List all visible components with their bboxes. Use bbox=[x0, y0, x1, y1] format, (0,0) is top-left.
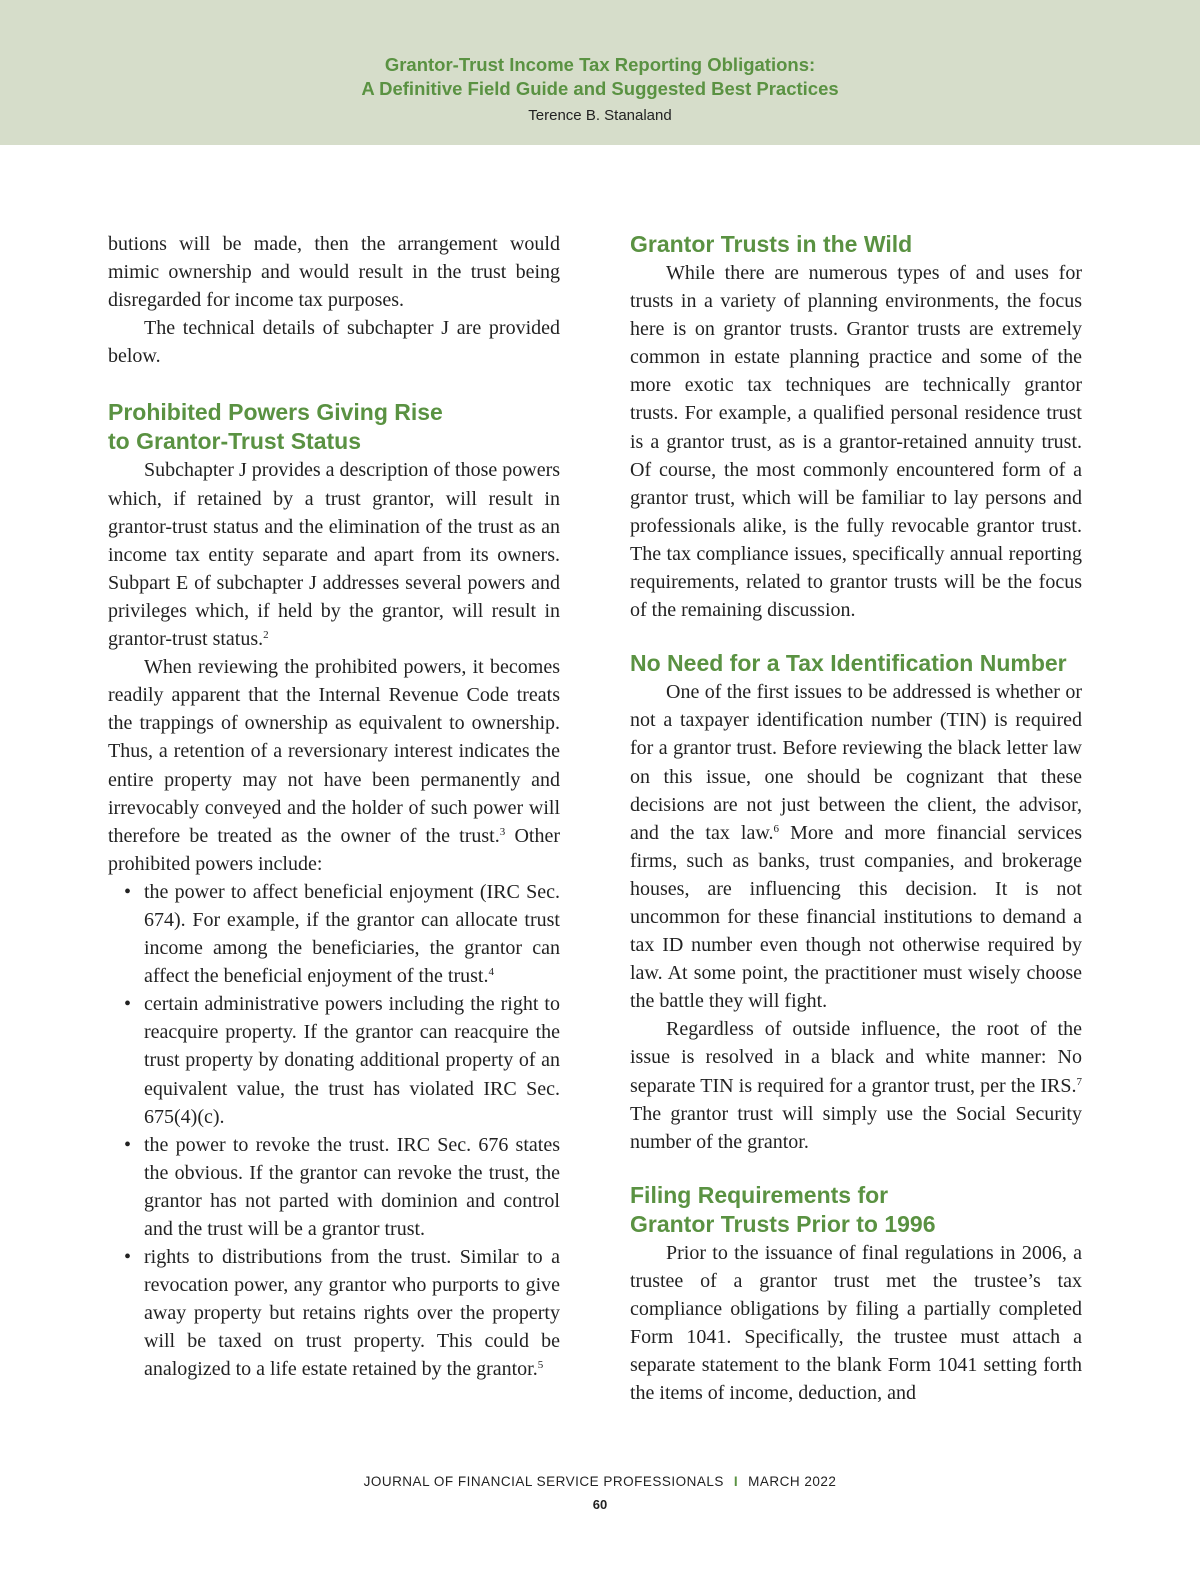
footer-separator: I bbox=[733, 1474, 739, 1489]
paragraph-text: Regardless of outside influence, the root of the issue is resolved in a black and white manner: No separate TIN is required for a grantor trust, per the IRS. bbox=[630, 1018, 1082, 1097]
issue-date: MARCH 2022 bbox=[748, 1474, 837, 1489]
list-item-text: certain administrative powers including the right to reacquire property. If the grantor can reacquire the trust property by donating additional property of an equivalent value, the trust has violated IRC Sec. 675(4)(c). bbox=[144, 993, 560, 1128]
paragraph-text: When reviewing the prohibited powers, it becomes readily apparent that the Internal Revenue Code treats the trappings of ownership as equivalent to ownership. Thus, a retention of a reversionary interest indicates the entire property may not have been permanently and irrevocably conveyed and the holder of such power will therefore be treated as the owner of the trust. bbox=[108, 656, 560, 847]
list-item-text: the power to affect beneficial enjoyment (IRC Sec. 674). For example, if the grantor can allocate trust income among the beneficiaries, the grantor can affect the beneficial enjoyment of the trust. bbox=[144, 880, 560, 988]
paragraph-text: One of the first issues to be addressed is whether or not a taxpayer identification number (TIN) is required for a grantor trust. Before reviewing the black letter law on this issue, one should be cognizant that these decisions are not just between the client, the advisor, and the tax law. bbox=[630, 681, 1082, 844]
paragraph-intro: butions will be made, then the arrangement would mimic ownership and would result in the trust being disregarded for income tax purposes. bbox=[108, 233, 560, 312]
paragraph-tin-1 bbox=[630, 678, 1082, 1015]
paragraph-tin-2 bbox=[630, 1015, 1082, 1155]
article-author: Terence B. Stanaland bbox=[528, 107, 672, 124]
footnote-ref-3: 3 bbox=[499, 825, 506, 838]
heading-line-1: Filing Requirements for bbox=[630, 1181, 889, 1208]
section-heading-filing-requirements bbox=[630, 1181, 1082, 1239]
paragraph-text-tail: The grantor trust will simply use the Social Security number of the grantor. bbox=[630, 1102, 1082, 1153]
bullet-icon: • bbox=[124, 880, 132, 903]
prohibited-powers-list bbox=[108, 878, 560, 1384]
footnote-ref-6: 6 bbox=[773, 822, 780, 835]
journal-name: JOURNAL OF FINANCIAL SERVICE PROFESSIONALS bbox=[363, 1474, 724, 1489]
list-item bbox=[108, 990, 560, 1130]
paragraph-text-tail: More and more financial services firms, such as banks, trust companies, and brokerage houses, are influencing this decision. It is not uncommon for these financial institutions to demand a tax ID number even though not otherwise required by law. At some point, the practitioner must wisely choose the battle they will fight. bbox=[630, 821, 1082, 1013]
paragraph-grantor-trusts-wild: While there are numerous types of and uses for trusts in a variety of planning environments, the focus here is on grantor trusts. Grantor trusts are extremely common in estate planning practice and some of the more exotic tax techniques are technically grantor trusts. For example, a qualified personal residence trust is a grantor trust, as is a grantor-retained annuity trust. Of course, the most commonly encountered form of a grantor trust, which will be familiar to lay persons and professionals alike, is the fully revocable grantor trust. The tax compliance issues, specifically annual reporting requirements, related to grantor trusts will be the focus of the remaining discussion. bbox=[630, 262, 1082, 622]
section-heading-grantor-trusts-in-the-wild: Grantor Trusts in the Wild bbox=[630, 231, 913, 257]
article-title-line-2: A Definitive Field Guide and Suggested Best Practices bbox=[361, 78, 839, 99]
list-item bbox=[108, 878, 560, 990]
list-item bbox=[108, 1131, 560, 1243]
paragraph-reviewing-powers bbox=[108, 653, 560, 878]
section-heading-no-tin: No Need for a Tax Identification Number bbox=[630, 650, 1067, 677]
page-header bbox=[0, 0, 1200, 145]
section-heading-prohibited-powers bbox=[108, 398, 560, 456]
list-item-text: rights to distributions from the trust. Similar to a revocation power, any grantor who purports to give away property but retains rights over the property will be taxed on trust property. This could be analogized to a life estate retained by the grantor. bbox=[144, 1246, 560, 1381]
bullet-icon: • bbox=[124, 993, 132, 1016]
left-column bbox=[108, 230, 560, 1384]
heading-line-1: Prohibited Powers Giving Rise bbox=[108, 399, 443, 426]
paragraph-filing: Prior to the issuance of final regulations in 2006, a trustee of a grantor trust met the trustee’s tax compliance obligations by filing a partially completed Form 1041. Specifically, the trustee must attach a separate statement to the blank Form 1041 setting forth the items of income, deduction, and bbox=[630, 1241, 1082, 1405]
bullet-icon: • bbox=[124, 1133, 132, 1156]
footnote-ref-2: 2 bbox=[263, 629, 269, 642]
page-footer bbox=[0, 1474, 1200, 1512]
page-number: 60 bbox=[592, 1497, 608, 1512]
list-item bbox=[108, 1243, 560, 1383]
footnote-ref-4: 4 bbox=[488, 966, 494, 979]
article-title-line-1: Grantor-Trust Income Tax Reporting Obligations: bbox=[384, 54, 816, 75]
right-column bbox=[630, 230, 1082, 1407]
footnote-ref-5: 5 bbox=[537, 1359, 544, 1372]
bullet-icon: • bbox=[124, 1246, 132, 1269]
heading-line-2: to Grantor-Trust Status bbox=[108, 428, 362, 455]
paragraph-technical-details: The technical details of subchapter J are provided below. bbox=[108, 317, 560, 368]
paragraph-subchapter-j bbox=[108, 456, 560, 653]
list-item-text: the power to revoke the trust. IRC Sec. 676 states the obvious. If the grantor can revoke the trust, the grantor has not parted with dominion and control and the trust will be a grantor trust. bbox=[144, 1133, 560, 1240]
heading-line-2: Grantor Trusts Prior to 1996 bbox=[630, 1210, 936, 1237]
journal-line bbox=[0, 1474, 1200, 1489]
footnote-ref-7: 7 bbox=[1076, 1075, 1082, 1088]
paragraph-text: Subchapter J provides a description of those powers which, if retained by a trust grantor, will result in grantor-trust status and the elimination of the trust as an income tax entity separate and apart from its owners. Subpart E of subchapter J addresses several powers and privileges which, if held by the grantor, will result in grantor-trust status. bbox=[108, 459, 561, 651]
paragraph-text-tail: Other prohibited powers include: bbox=[108, 824, 560, 875]
